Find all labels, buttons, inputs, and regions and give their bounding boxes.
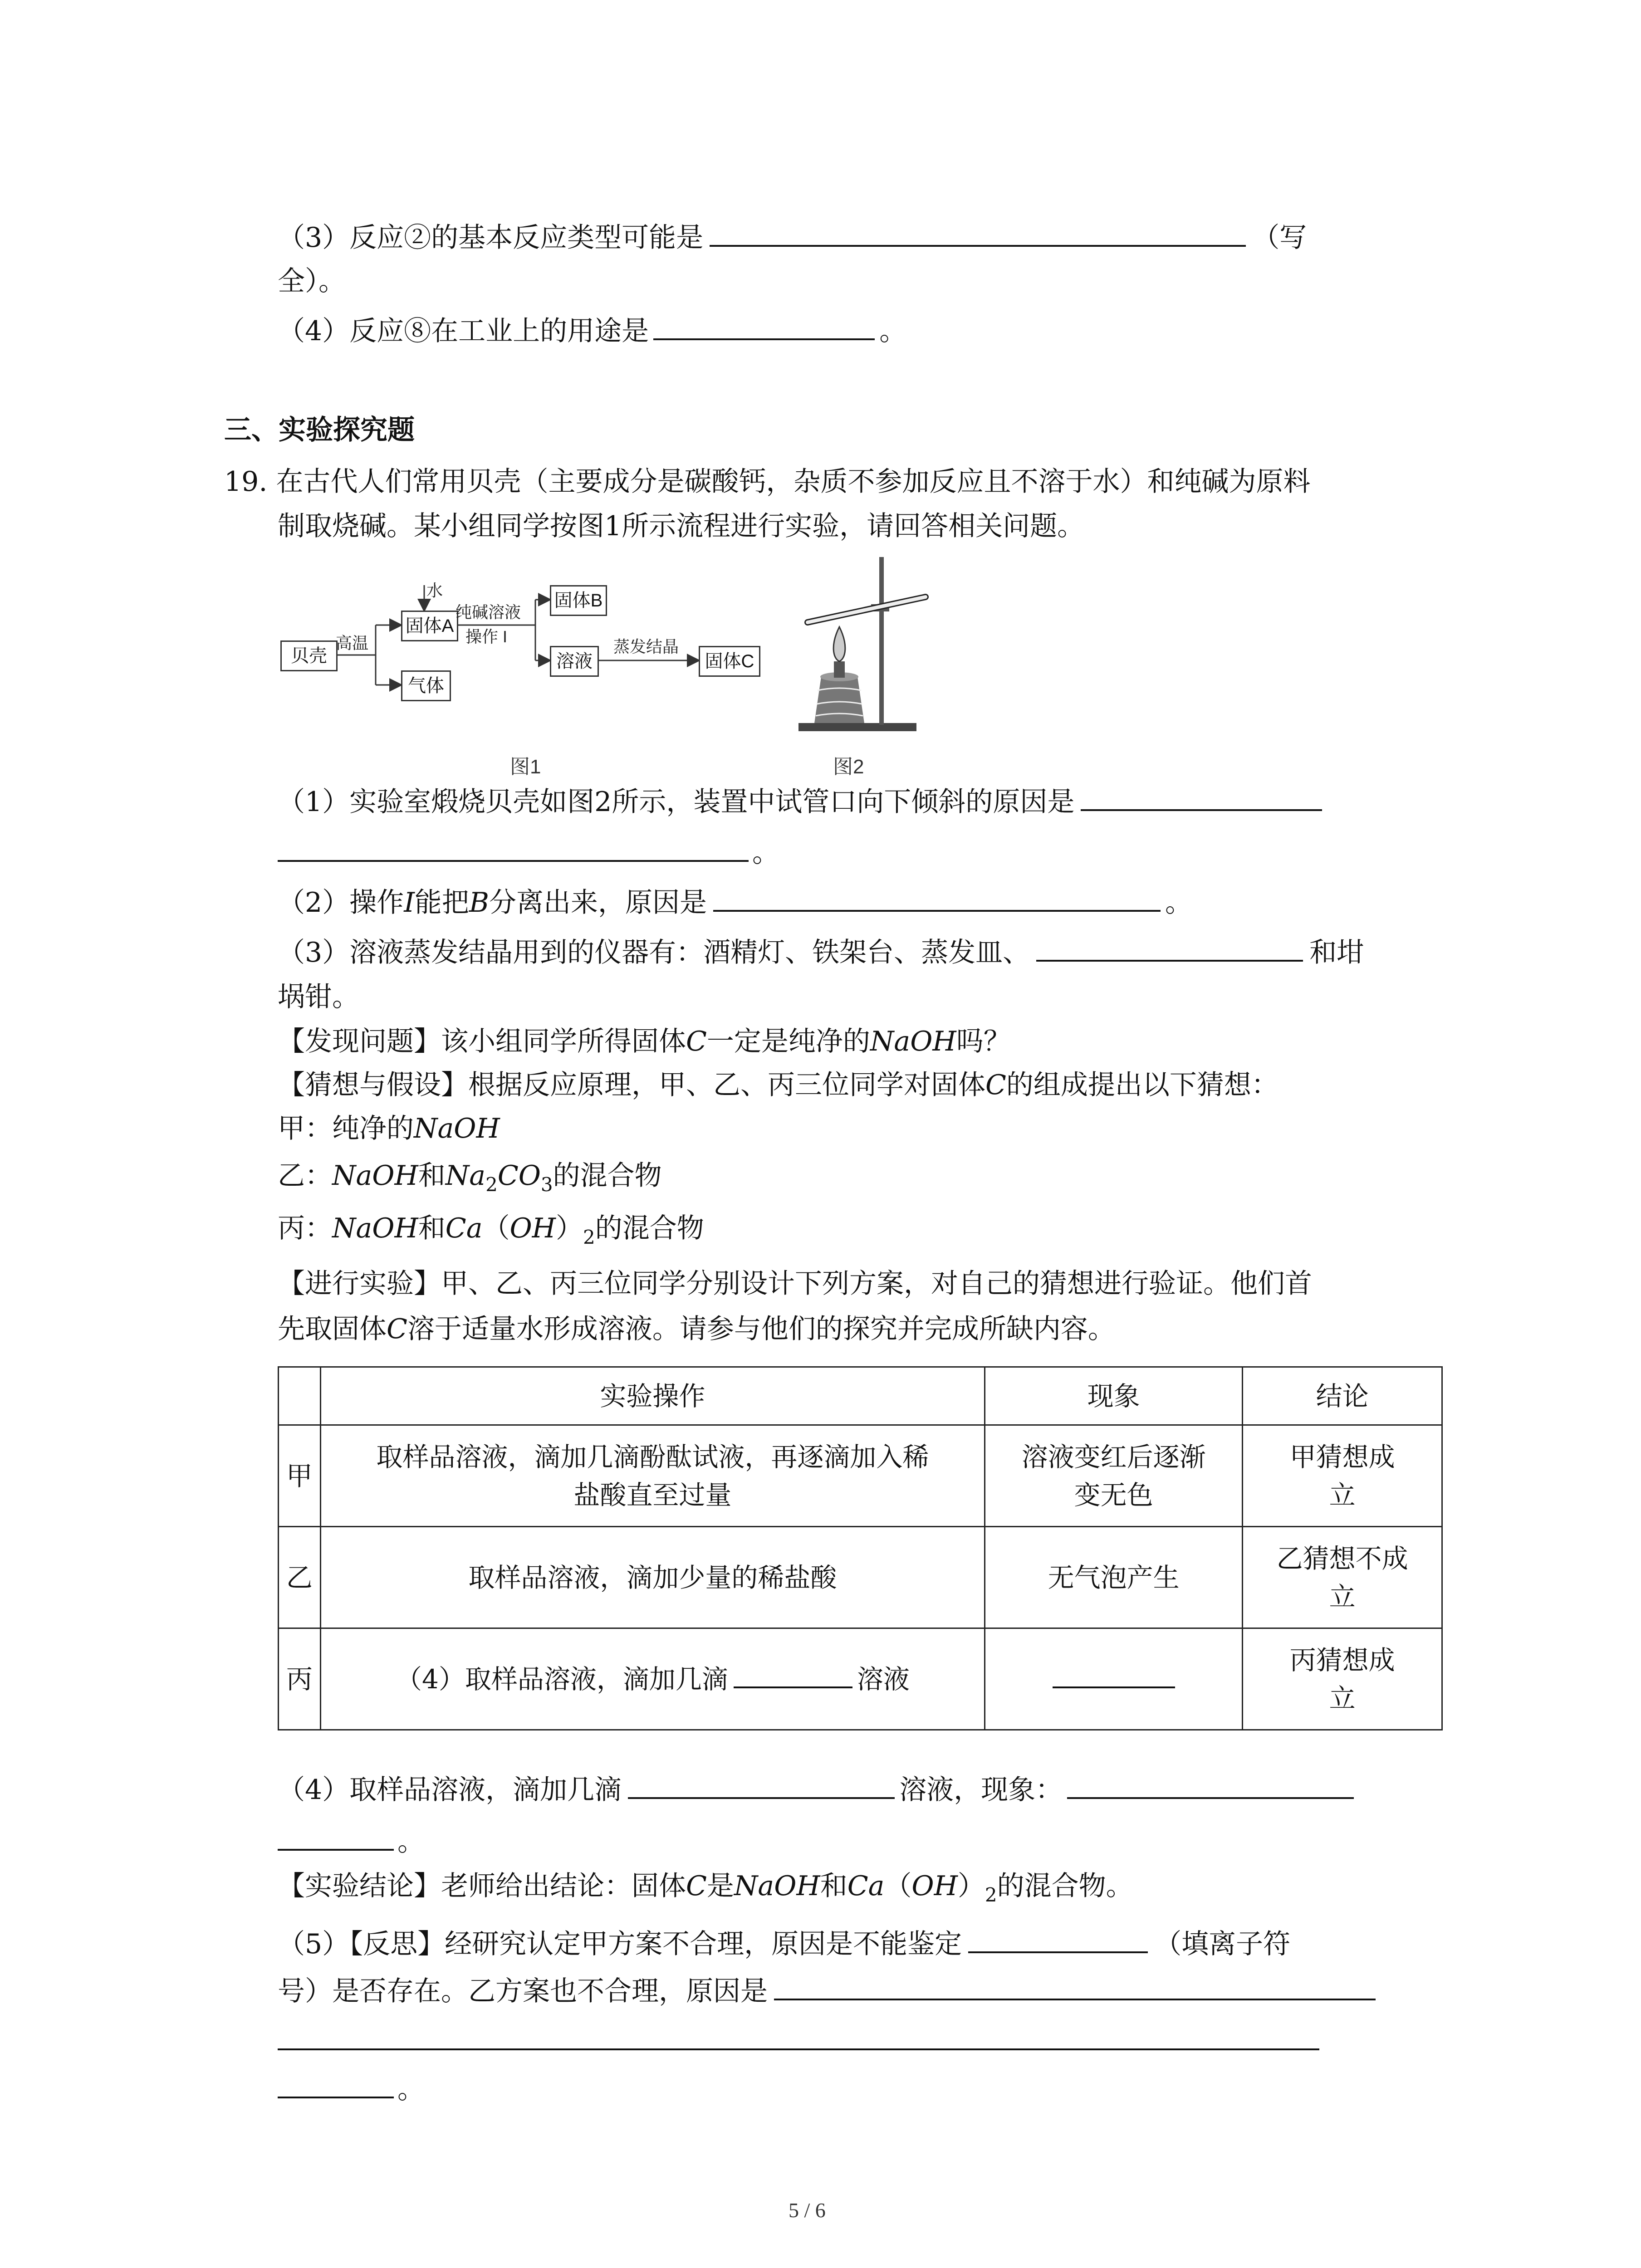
q19-part5-line1: （5）【反思】经研究认定甲方案不合理，原因是不能鉴定 （填离子符: [278, 1926, 1290, 1962]
q19-part5-line2: 号）是否存在。乙方案也不合理，原因是: [278, 1973, 1376, 2009]
box-solution: 溶液: [550, 646, 599, 677]
label-operation: 操作 I: [465, 627, 508, 646]
answer-blank[interactable]: [1081, 784, 1322, 811]
section-title: 三、实验探究题: [224, 414, 415, 446]
table-header: [279, 1367, 321, 1425]
table-cell: [985, 1628, 1242, 1730]
figure-2-apparatus: [789, 554, 944, 736]
figure-1-caption: 图1: [510, 756, 541, 778]
table-cell: 乙猜想不成 立: [1243, 1527, 1442, 1628]
label-high-temp: 高温: [336, 634, 369, 652]
table-header-row: [279, 1367, 1442, 1425]
find-problem: 【发现问题】该小组同学所得固体C一定是纯净的NaOH吗？: [278, 1026, 1011, 1057]
answer-blank[interactable]: [278, 1823, 394, 1851]
answer-blank[interactable]: [734, 1661, 852, 1688]
conclusion: 【实验结论】老师给出结论：固体C是NaOH和$Ca(OH)_2$的混合物。: [278, 1870, 1133, 1906]
table-row: [279, 1527, 1442, 1628]
q19-part5-line3: [278, 2023, 1319, 2059]
label-water: 水: [426, 581, 443, 600]
box-gas: 气体: [401, 670, 451, 701]
figure-2-caption: 图2: [833, 756, 864, 778]
q18-part3-line1: （3）反应②的基本反应类型可能是 （写: [278, 220, 1307, 256]
q19-intro-line2: 制取烧碱。某小组同学按图1所示流程进行实验，请回答相关问题。: [278, 510, 1085, 542]
table-header: 现象: [985, 1367, 1242, 1425]
q19-part2: （2）操作I能把B分离出来，原因是 。: [278, 885, 1192, 921]
answer-blank[interactable]: [774, 1973, 1376, 2000]
box-solid-a: 固体A: [401, 611, 458, 641]
box-shell: 贝壳: [280, 640, 338, 671]
answer-blank[interactable]: [278, 2023, 1319, 2050]
table-cell: 丙猜想成 立: [1243, 1628, 1442, 1730]
hypothesis-yi: 乙：NaOH和$Na_2CO_3$的混合物: [278, 1160, 662, 1196]
answer-blank[interactable]: [968, 1926, 1148, 1953]
label-evaporate: 蒸发结晶: [613, 637, 679, 656]
table-cell: （4）取样品溶液，滴加几滴 溶液: [320, 1628, 985, 1730]
table-row: [279, 1425, 1442, 1527]
q19-intro-line1: 19. 在古代人们常用贝壳（主要成分是碳酸钙，杂质不参加反应且不溶于水）和纯碱为原料: [224, 466, 1311, 498]
experiment-table: [278, 1366, 1443, 1730]
experiment-intro-line2: 先取固体C溶于适量水形成溶液。请参与他们的探究并完成所缺内容。: [278, 1313, 1115, 1345]
label-soda-solution: 纯碱溶液: [456, 603, 521, 621]
answer-blank[interactable]: [628, 1772, 895, 1799]
hypothesis-jia: 甲：纯净的NaOH: [278, 1113, 500, 1144]
row-label: 丙: [279, 1628, 321, 1730]
alcohol-lamp: [814, 677, 864, 723]
q19-part1-line2: 。: [278, 835, 779, 871]
q19-part3-line2: 埚钳。: [278, 981, 359, 1013]
q18-part4: （4）反应⑧在工业上的用途是 。: [278, 313, 906, 349]
answer-blank[interactable]: [278, 835, 749, 862]
table-cell: 溶液变红后逐渐 变无色: [985, 1425, 1242, 1527]
table-header: 结论: [1243, 1367, 1442, 1425]
table-cell: 甲猜想成 立: [1243, 1425, 1442, 1527]
answer-blank[interactable]: [278, 2071, 394, 2098]
q19-part4-line2: 。: [278, 1823, 425, 1860]
q19-part4-line1: （4）取样品溶液，滴加几滴 溶液，现象：: [278, 1772, 1354, 1808]
stand-base: [798, 723, 916, 731]
answer-blank[interactable]: [1053, 1661, 1175, 1688]
answer-blank[interactable]: [713, 885, 1161, 912]
table-cell: 取样品溶液，滴加几滴酚酞试液，再逐滴加入稀 盐酸直至过量: [320, 1425, 985, 1527]
page-number: 5 / 6: [789, 2199, 826, 2222]
table-cell: 取样品溶液，滴加少量的稀盐酸: [320, 1527, 985, 1628]
q19-part3-line1: （3）溶液蒸发结晶用到的仪器有：酒精灯、铁架台、蒸发皿、 和坩: [278, 934, 1364, 971]
box-solid-c: 固体C: [699, 646, 760, 677]
q18-part3-line2: 全）。: [278, 265, 346, 297]
q19-part1-line1: （1）实验室煅烧贝壳如图2所示，装置中试管口向下倾斜的原因是: [278, 784, 1322, 820]
row-label: 乙: [279, 1527, 321, 1628]
stand-rod: [879, 557, 884, 725]
box-solid-b: 固体B: [550, 585, 607, 616]
hypothesis-intro: 【猜想与假设】根据反应原理，甲、乙、丙三位同学对固体C的组成提出以下猜想：: [278, 1069, 1279, 1101]
flame: [833, 627, 845, 661]
experiment-intro-line1: 【进行实验】甲、乙、丙三位同学分别设计下列方案，对自己的猜想进行验证。他们首: [278, 1268, 1312, 1300]
q19-part5-line4: 。: [278, 2071, 425, 2107]
table-header: 实验操作: [320, 1367, 985, 1425]
table-row: [279, 1628, 1442, 1730]
answer-blank[interactable]: [1036, 934, 1303, 962]
row-label: 甲: [279, 1425, 321, 1527]
hypothesis-bing: 丙：NaOH和$Ca(OH)_2$的混合物: [278, 1212, 704, 1248]
table-cell: 无气泡产生: [985, 1527, 1242, 1628]
answer-blank[interactable]: [1067, 1772, 1354, 1799]
